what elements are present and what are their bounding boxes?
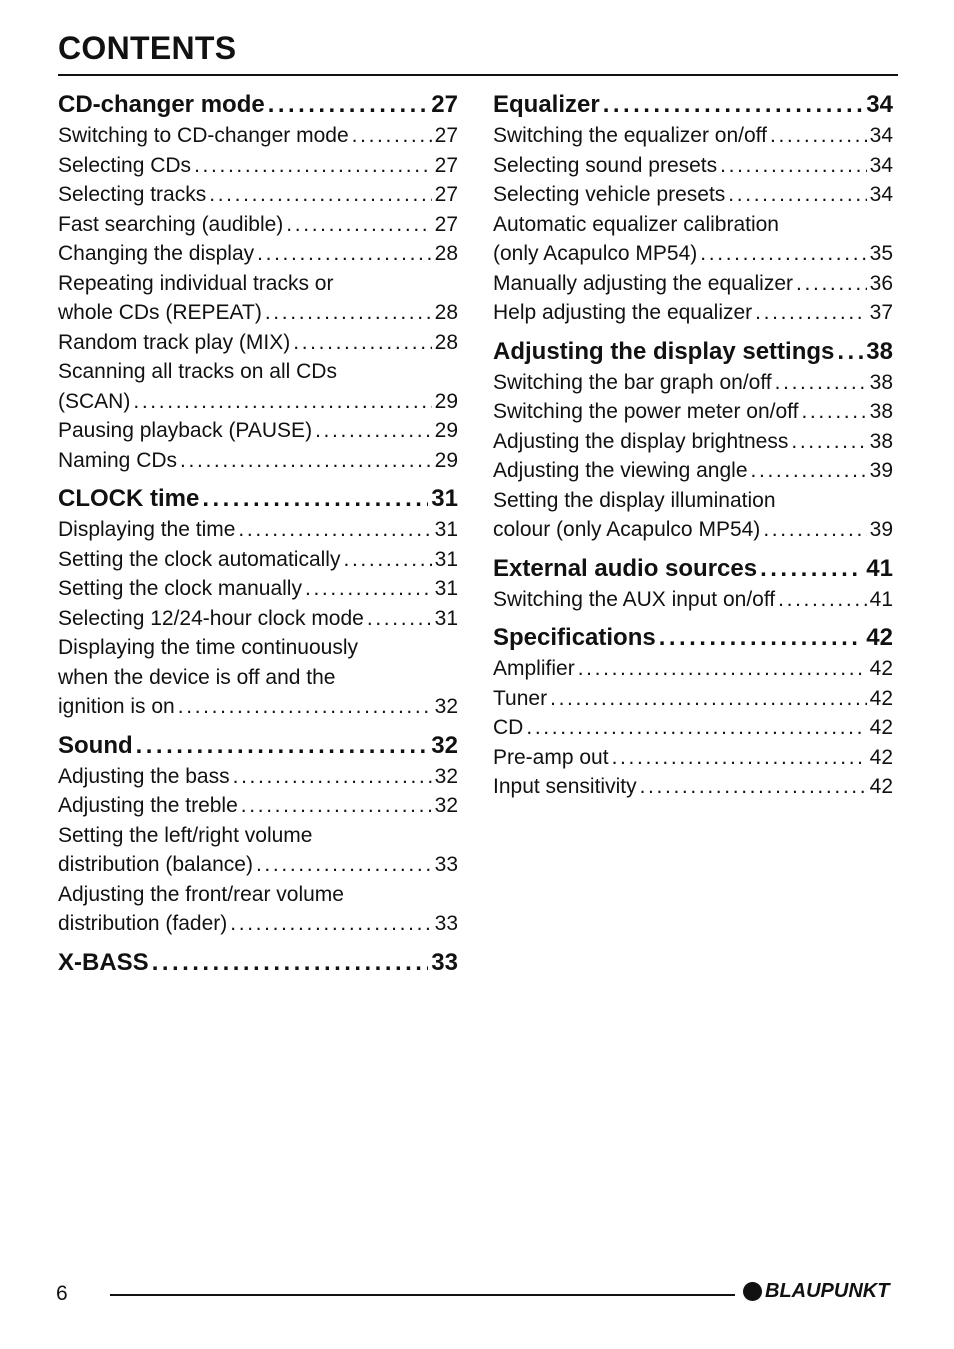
toc-section xyxy=(58,88,458,475)
entry-page-number: 41 xyxy=(869,587,893,611)
toc-entry xyxy=(58,357,458,416)
toc-entry xyxy=(493,210,893,269)
dot-leader xyxy=(720,151,867,181)
entry-title: Switching the bar graph on/off xyxy=(493,370,772,394)
dot-leader xyxy=(778,585,867,615)
dot-leader xyxy=(265,298,432,328)
entry-page-number: 38 xyxy=(869,429,893,453)
toc-entry xyxy=(58,269,458,328)
dot-leader xyxy=(791,427,866,457)
section-title: Adjusting the display settings xyxy=(493,337,835,365)
entry-line xyxy=(493,239,893,269)
entry-page-number: 42 xyxy=(869,686,893,710)
section-heading xyxy=(58,946,458,979)
section-title: Sound xyxy=(58,731,133,759)
entry-line xyxy=(493,743,893,773)
dot-leader xyxy=(343,545,431,575)
entry-line xyxy=(58,545,458,575)
dot-leader xyxy=(603,88,864,121)
toc-entry xyxy=(58,121,458,151)
entry-title: Switching to CD-changer mode xyxy=(58,124,349,147)
entry-line xyxy=(58,151,458,181)
toc-section xyxy=(58,946,458,979)
entry-title-line: Setting the display illumination xyxy=(493,488,776,512)
dot-leader xyxy=(315,416,432,446)
entry-line xyxy=(58,515,458,545)
dot-leader xyxy=(178,692,432,722)
toc-section xyxy=(493,88,893,328)
entry-page-number: 31 xyxy=(434,606,458,630)
section-page-number: 38 xyxy=(866,337,893,365)
toc-entry xyxy=(58,446,458,476)
entry-title: Setting the clock automatically xyxy=(58,547,341,571)
dot-leader xyxy=(796,269,867,299)
entry-page-number: 42 xyxy=(869,745,893,769)
dot-leader xyxy=(700,239,866,269)
entry-title: Switching the equalizer on/off xyxy=(493,124,767,147)
dot-leader xyxy=(352,121,432,151)
toc-entry xyxy=(58,328,458,358)
entry-line xyxy=(58,909,458,939)
entry-page-number: 29 xyxy=(434,389,458,413)
entry-page-number: 29 xyxy=(434,419,458,442)
entry-title-line: Scanning all tracks on all CDs xyxy=(58,360,337,383)
entry-line xyxy=(493,713,893,743)
toc-entry xyxy=(493,121,893,151)
entry-title: distribution (fader) xyxy=(58,912,228,935)
entry-title-line: Adjusting the front/rear volume xyxy=(58,882,344,906)
entry-line xyxy=(58,298,458,328)
entry-page-number: 34 xyxy=(869,124,893,147)
dot-leader xyxy=(133,387,431,417)
entry-line xyxy=(493,121,893,151)
toc-entry xyxy=(58,515,458,545)
entry-page-number: 31 xyxy=(434,577,458,600)
entry-line xyxy=(493,427,893,457)
entry-page-number: 33 xyxy=(434,912,458,935)
section-heading xyxy=(493,335,893,368)
dot-leader xyxy=(550,684,867,714)
dot-leader xyxy=(612,743,867,773)
section-page-number: 31 xyxy=(431,485,458,512)
dot-leader xyxy=(751,456,867,486)
entry-line xyxy=(58,692,458,722)
toc-entry xyxy=(493,368,893,398)
entry-line xyxy=(58,850,458,880)
dot-leader xyxy=(238,515,431,545)
section-title: Specifications xyxy=(493,624,656,651)
toc-entry xyxy=(493,397,893,427)
entry-title: Help adjusting the equalizer xyxy=(493,301,753,324)
entry-page-number: 28 xyxy=(434,301,458,324)
entry-line xyxy=(58,604,458,634)
dot-leader xyxy=(241,791,432,821)
entry-title: Manually adjusting the equalizer xyxy=(493,271,794,295)
section-title: External audio sources xyxy=(493,554,758,582)
entry-page-number: 42 xyxy=(869,775,893,798)
toc-entry xyxy=(493,654,893,684)
entry-line xyxy=(58,387,458,417)
entry-line xyxy=(493,269,893,299)
dot-leader xyxy=(775,368,867,398)
section-page-number: 41 xyxy=(866,554,893,582)
entry-title: Setting the clock manually xyxy=(58,577,302,600)
page-title: CONTENTS xyxy=(58,30,237,66)
entry-page-number: 38 xyxy=(869,370,893,394)
entry-title-line: Displaying the time continuously xyxy=(58,636,358,659)
entry-page-number: 38 xyxy=(869,400,893,423)
dot-leader xyxy=(801,397,866,427)
dot-leader xyxy=(763,515,866,545)
entry-title: Pre-amp out xyxy=(493,745,609,769)
entry-line xyxy=(58,210,458,240)
toc-entry xyxy=(493,585,893,615)
entry-title-line: Repeating individual tracks or xyxy=(58,271,334,295)
entry-page-number: 27 xyxy=(434,153,458,177)
section-page-number: 34 xyxy=(866,91,893,118)
entry-page-number: 33 xyxy=(434,853,458,876)
entry-line xyxy=(58,328,458,358)
entry-title: colour (only Acapulco MP54) xyxy=(493,518,761,541)
toc-entry xyxy=(58,239,458,269)
section-heading xyxy=(58,482,458,515)
toc-entry xyxy=(493,298,893,328)
entry-line xyxy=(493,684,893,714)
toc-entry xyxy=(493,684,893,714)
entry-title: Selecting 12/24-hour clock mode xyxy=(58,606,364,630)
dot-leader xyxy=(268,88,429,121)
toc-entry xyxy=(493,456,893,486)
section-heading xyxy=(493,621,893,654)
dot-leader xyxy=(367,604,432,634)
entry-title: whole CDs (REPEAT) xyxy=(58,301,262,324)
title-divider xyxy=(58,74,898,76)
toc-section xyxy=(58,729,458,939)
entry-page-number: 34 xyxy=(869,183,893,206)
entry-page-number: 32 xyxy=(434,764,458,788)
dot-leader xyxy=(305,574,432,604)
entry-line xyxy=(493,654,893,684)
dot-leader xyxy=(837,335,863,368)
entry-line xyxy=(493,151,893,181)
entry-page-number: 42 xyxy=(869,657,893,680)
toc-entry xyxy=(493,486,893,545)
entry-title: Changing the display xyxy=(58,242,255,265)
entry-line xyxy=(58,574,458,604)
toc-section xyxy=(493,621,893,802)
entry-title: distribution (balance) xyxy=(58,853,253,876)
dot-leader xyxy=(640,772,867,802)
toc-entry xyxy=(493,713,893,743)
dot-leader xyxy=(659,621,864,654)
section-heading xyxy=(58,729,458,762)
toc-section xyxy=(493,335,893,545)
entry-page-number: 37 xyxy=(869,301,893,324)
toc-entry xyxy=(493,427,893,457)
entry-line xyxy=(493,772,893,802)
dot-leader xyxy=(257,239,432,269)
entry-line xyxy=(493,368,893,398)
entry-page-number: 27 xyxy=(434,183,458,206)
brand-dot-icon xyxy=(743,1282,762,1301)
toc-entry xyxy=(58,821,458,880)
section-page-number: 33 xyxy=(431,948,458,976)
entry-page-number: 32 xyxy=(434,794,458,817)
entry-title: Fast searching (audible) xyxy=(58,212,284,236)
entry-title: Amplifier xyxy=(493,657,575,680)
entry-page-number: 35 xyxy=(869,242,893,265)
entry-page-number: 27 xyxy=(434,212,458,236)
entry-title: Selecting CDs xyxy=(58,153,192,177)
dot-leader xyxy=(180,446,432,476)
footer-divider xyxy=(110,1294,735,1296)
section-page-number: 32 xyxy=(431,731,458,759)
toc-entry xyxy=(493,180,893,210)
section-page-number: 42 xyxy=(866,624,893,651)
entry-line xyxy=(58,791,458,821)
dot-leader xyxy=(755,298,866,328)
dot-leader xyxy=(770,121,867,151)
toc-entry xyxy=(493,743,893,773)
section-heading xyxy=(493,88,893,121)
dot-leader xyxy=(233,762,432,792)
entry-title: Switching the AUX input on/off xyxy=(493,587,776,611)
entry-title: Selecting sound presets xyxy=(493,153,718,177)
entry-page-number: 39 xyxy=(869,459,893,482)
brand-wordmark: BLAUPUNKT xyxy=(765,1280,890,1302)
entry-line xyxy=(58,180,458,210)
entry-title-line: Automatic equalizer calibration xyxy=(493,212,779,236)
dot-leader xyxy=(286,210,431,240)
toc-entry xyxy=(58,545,458,575)
entry-page-number: 31 xyxy=(434,547,458,571)
dot-leader xyxy=(202,482,428,515)
section-page-number: 27 xyxy=(431,91,458,118)
entry-page-number: 34 xyxy=(869,153,893,177)
entry-page-number: 27 xyxy=(434,124,458,147)
entry-line xyxy=(58,762,458,792)
entry-line xyxy=(58,239,458,269)
entry-title: Adjusting the treble xyxy=(58,794,238,817)
section-title: CD-changer mode xyxy=(58,91,265,118)
section-heading xyxy=(493,552,893,585)
dot-leader xyxy=(194,151,432,181)
entry-line xyxy=(493,397,893,427)
entry-title: (only Acapulco MP54) xyxy=(493,242,698,265)
entry-title: Tuner xyxy=(493,686,548,710)
toc-entry xyxy=(58,762,458,792)
entry-title: Input sensitivity xyxy=(493,775,637,798)
entry-title: Selecting tracks xyxy=(58,183,207,206)
toc-section xyxy=(58,482,458,722)
entry-title: Naming CDs xyxy=(58,448,178,472)
entry-title: Displaying the time xyxy=(58,518,236,541)
toc-entry xyxy=(493,269,893,299)
entry-title: Selecting vehicle presets xyxy=(493,183,726,206)
toc-column-right xyxy=(493,88,893,809)
entry-page-number: 29 xyxy=(434,448,458,472)
dot-leader xyxy=(256,850,432,880)
toc-entry xyxy=(58,791,458,821)
entry-title-line: when the device is off and the xyxy=(58,665,336,689)
entry-title: Adjusting the display brightness xyxy=(493,429,789,453)
entry-title: CD xyxy=(493,716,524,739)
toc-entry xyxy=(493,151,893,181)
dot-leader xyxy=(209,180,431,210)
toc-entry xyxy=(58,210,458,240)
dot-leader xyxy=(578,654,867,684)
entry-title-line: Setting the left/right volume xyxy=(58,823,313,847)
section-heading xyxy=(58,88,458,121)
entry-page-number: 42 xyxy=(869,716,893,739)
entry-page-number: 31 xyxy=(434,518,458,541)
entry-page-number: 32 xyxy=(434,695,458,718)
entry-page-number: 36 xyxy=(869,271,893,295)
section-title: CLOCK time xyxy=(58,485,200,512)
brand-logo xyxy=(743,1280,889,1303)
dot-leader xyxy=(526,713,866,743)
toc-entry xyxy=(58,633,458,722)
entry-title: ignition is on xyxy=(58,695,175,718)
toc-entry xyxy=(58,151,458,181)
toc-entry xyxy=(58,880,458,939)
toc-entry xyxy=(58,574,458,604)
section-title: Equalizer xyxy=(493,91,600,118)
entry-line xyxy=(493,585,893,615)
entry-line xyxy=(493,180,893,210)
page-number: 6 xyxy=(56,1282,68,1305)
toc-column-left xyxy=(58,88,458,986)
entry-page-number: 28 xyxy=(434,330,458,354)
entry-title: Adjusting the viewing angle xyxy=(493,459,748,482)
toc-section xyxy=(493,552,893,615)
dot-leader xyxy=(293,328,431,358)
dot-leader xyxy=(760,552,863,585)
entry-line xyxy=(58,446,458,476)
entry-line xyxy=(58,416,458,446)
dot-leader xyxy=(728,180,866,210)
dot-leader xyxy=(230,909,431,939)
entry-title: Switching the power meter on/off xyxy=(493,400,799,423)
toc-entry xyxy=(58,180,458,210)
entry-line xyxy=(493,456,893,486)
dot-leader xyxy=(136,729,429,762)
entry-page-number: 39 xyxy=(869,518,893,541)
entry-line xyxy=(493,515,893,545)
entry-page-number: 28 xyxy=(434,242,458,265)
toc-entry xyxy=(58,416,458,446)
entry-title: Pausing playback (PAUSE) xyxy=(58,419,313,442)
toc-entry xyxy=(493,772,893,802)
entry-title: Random track play (MIX) xyxy=(58,330,291,354)
dot-leader xyxy=(152,946,429,979)
section-title: X-BASS xyxy=(58,948,149,976)
entry-line xyxy=(58,121,458,151)
entry-title: Adjusting the bass xyxy=(58,764,230,788)
toc-entry xyxy=(58,604,458,634)
entry-title: (SCAN) xyxy=(58,389,131,413)
entry-line xyxy=(493,298,893,328)
